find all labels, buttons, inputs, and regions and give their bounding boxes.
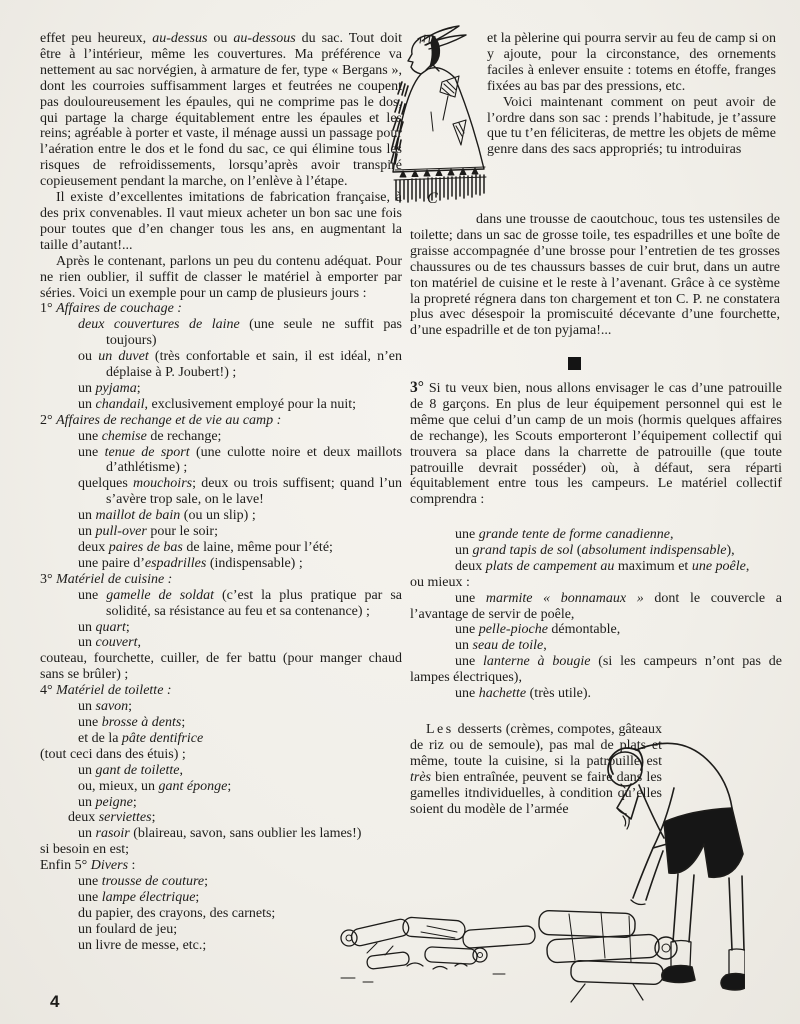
collective-item: une lanterne à bougie (si les campeurs n’ont pas de lampes électriques), (410, 654, 783, 686)
paragraph-contenu: Après le contenant, parlons un peu du contenu adéquat. Pour ne rien oublier, il suffit de classer le matériel à emporter par séries. Voici un exemple pour un camp de plusieurs jours : (40, 253, 402, 301)
list-item: du papier, des crayons, des carnets; (78, 905, 276, 921)
list-item: quelques mouchoirs; deux ou trois suffisent; quand l’un s’avère trop sale, on le lave! (78, 476, 403, 508)
list-heading-1: 1° Affaires de couchage : (40, 301, 182, 317)
scout-arm (633, 848, 663, 900)
list-item: une paire d’espadrilles (indispensable) ; (78, 555, 303, 571)
list-item: un gant de toilette, (78, 762, 183, 778)
list-item: une trousse de couture; (78, 874, 208, 890)
hair (430, 36, 439, 67)
collective-item: une pelle-pioche démontable, (455, 622, 621, 638)
list-item: un pull-over pour le soir; (78, 524, 218, 540)
list-item: deux paires de bas de laine, même pour l’été; (78, 540, 333, 555)
list-item: une tenue de sport (une culotte noire et deux maillots d’athlétisme) ; (78, 444, 402, 476)
list-item: un livre de messe, etc.; (78, 937, 207, 953)
collective-item: ou mieux : (410, 574, 470, 590)
list-item: une gamelle de soldat (c’est la plus pratique par sa solidité, sa résistance au feu et sa contenance) ; (78, 587, 402, 619)
side-fringe (391, 82, 408, 164)
paragraph-ordre-suite: dans une trousse de caoutchouc, tous tes ustensiles de toilette; dans un sac de grosse toile, tes espadrilles et une boîte de graisse accompagnée d’une brosse pour l’entretien de tes grosses chaussures ou de tes chaussurs basses de cuir brut, dans un autre ton matériel de cuisine et le reste à l’avenant. Grâce à ce système la propreté régnera dans ton chargement et ton C. P. ne constatera plus avec désespoir la promiscuité décevante d’une fourchette, d’une espadrille et de ton pyjama!... (410, 212, 780, 339)
collective-item: un seau de toile, (455, 638, 547, 654)
list-item: une lampe électrique; (78, 889, 200, 905)
list-item: un savon; (78, 699, 133, 715)
scout-head (608, 752, 642, 786)
rolls-pile (341, 917, 536, 982)
list-item: deux couvertures de laine (une seule ne suffit pas toujours) (78, 317, 402, 349)
section-divider-square (568, 357, 581, 370)
list-item: deux serviettes; (68, 810, 156, 826)
list-heading-4: 4° Matériel de toilette : (40, 683, 172, 699)
face-profile (408, 39, 421, 74)
list-item: une chemise de rechange; (78, 428, 222, 444)
list-subitem: si besoin en est; (40, 842, 130, 858)
paragraph-patrouille: 3° Si tu veux bien, nous allons envisager le cas d’une patrouille de 8 garçons. En plus de leur équipement personnel qui est le même que celui d’un camp de un mois (hormis quelques affaires de rechange), les Scouts emporteront l’équipement collectif qui trouvera sa place dans la charrette de patrouille (que toute patrouille devrait posséder) où, à défaut, sera réparti équitablement entre tous les campeurs. Le matériel collectif comprendra : (410, 379, 782, 508)
right-column-wide (410, 212, 780, 339)
scout-front-leg (673, 874, 694, 942)
indian-poncho-illustration (386, 24, 492, 214)
paragraph-pelerine: et la pèlerine qui pourra servir au feu de camp si on y ajoute, pour la circonstance, des ornements faciles à enlever ensuite : totems en étoffe, franges fixées au bas par des pressions, etc. (487, 31, 776, 94)
bundle-stack (539, 910, 677, 1002)
scout-back-leg (729, 876, 744, 950)
collective-item: une marmite « bonnamaux » dont le couvercle a l’avantage de servir de poêle, (410, 590, 782, 622)
list-item: ou un duvet (très confortable et sain, il est idéal, n’en déplaise à P. Joubert!) ; (78, 349, 402, 381)
scout-packing-illustration (333, 726, 745, 1018)
illustrator-signature: C (427, 190, 438, 207)
list-item: un chandail, exclusivement employé pour la nuit; (78, 396, 357, 412)
poncho-outline (393, 68, 484, 172)
collective-item: un grand tapis de sol (absolument indispensable), (455, 542, 735, 558)
paragraph-desserts: Les desserts (crèmes, compotes, gâteaux de riz ou de semoule), pas mal de plats et même, toute la cuisine, si la patrouille est très bien entraînée, peuvent se faire dans les gamelles itndividuelles, à condition qu’elles soient du modèle de l’armée (410, 722, 662, 817)
list-item: un peigne; (78, 794, 137, 810)
list-item: un couvert, (78, 635, 141, 651)
list-item: un maillot de bain (ou un slip) ; (78, 508, 256, 524)
right-column-section3 (410, 380, 782, 508)
list-subitem: (tout ceci dans des étuis) ; (40, 746, 186, 762)
collective-item: une grande tente de forme canadienne, (455, 527, 674, 542)
list-item: un rasoir (blaireau, savon, sans oublier les lames!) (78, 826, 362, 842)
scout-back-sock (729, 949, 745, 976)
collective-item: deux plats de campement au maximum et une poêle, (455, 558, 750, 574)
list-heading-5: Enfin 5° Divers : (40, 858, 136, 874)
list-item: un foulard de jeu; (78, 921, 178, 937)
scout-front-shoe (662, 966, 695, 983)
collective-equipment-list (410, 527, 782, 702)
triangle-motif (453, 120, 466, 145)
scout-back (636, 743, 732, 808)
paragraph-ordre: Voici maintenant comment on peut avoir de l’ordre dans son sac : prends l’habitude, je t’assure que tu t’en féliciteras, de mettre les objets de même genre dans des sacs appropriés; tu introduiras (487, 94, 776, 158)
right-column-top (487, 31, 776, 158)
list-item: un pyjama; (78, 380, 141, 396)
list-heading-3: 3° Matériel de cuisine : (40, 571, 173, 587)
list-item: et de la pâte dentifrice (78, 730, 204, 746)
list-heading-2: 2° Affaires de rechange et de vie au camp : (40, 412, 282, 428)
page-number: 4 (50, 992, 60, 1011)
scout-neckerchief (617, 784, 638, 819)
scout-back-shoe (721, 974, 745, 991)
collective-item: une hachette (très utile). (455, 686, 592, 702)
list-item: un quart; (78, 619, 130, 635)
list-item: une brosse à dents; (78, 714, 186, 730)
paragraph-sac: effet peu heureux, au-dessus ou au-dessous du sac. Tout doit être à l’intérieur, même les couvertures. Ma préférence va nettement au sac norvégien, à armature de fer, type « Bergans », dont les courroies suffisamment larges et feutrées ne coupent pas douloureusement les épaules, qui ne comprime pas le dos, qui partage la charge équitablement entre les épaules et les reins; agréable à porter et vaste, il ménage aussi un passage pour l’aération entre le dos et le fond du sac, ce qui élimine tous les risques de refroidissements, lorsqu’après avoir transpiré copieusement pendant la marche, on l’enlève à l’étape. (40, 31, 403, 190)
list-item: ou, mieux, un gant éponge; (78, 778, 232, 794)
list-subitem: couteau, fourchette, cuiller, de fer battu (pour manger chaud sans se brûler) ; (40, 651, 402, 683)
paragraph-imitations: Il existe d’excellentes imitations de fabrication française, à des prix convenables. Il vaut mieux acheter un bon sac une fois pour toutes que d’en changer tous les ans, en augmentant la taille d’autant!... (40, 190, 402, 253)
scout-shorts (664, 808, 743, 877)
